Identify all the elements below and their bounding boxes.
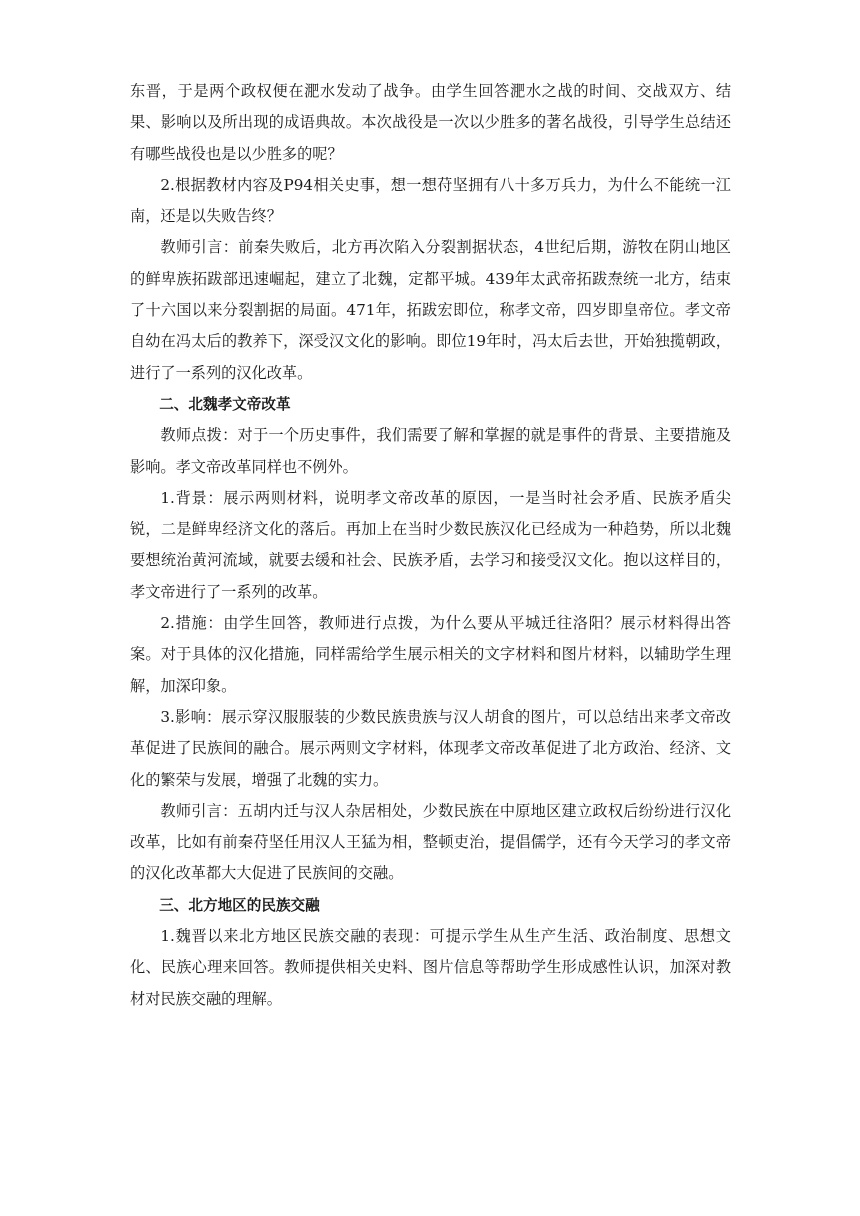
paragraph-measures: 2.措施：由学生回答，教师进行点拨，为什么要从平城迁往洛阳？展示材料得出答案。对于具体的汉化措施，同样需给学生展示相关的文字材料和图片材料，以辅助学生理解，加深印象。 [130, 614, 731, 695]
paragraph-influence: 3.影响：展示穿汉服服装的少数民族贵族与汉人胡食的图片，可以总结出来孝文帝改革促进了民族间的融合。展示两则文字材料，体现孝文帝改革促进了北方政治、经济、文化的繁荣与发展，增强了北魏的实力。 [130, 707, 731, 789]
section-heading-reform: 二、北魏孝文帝改革 [159, 395, 291, 413]
paragraph-teacher-guidance: 教师点拨：对于一个历史事件，我们需要了解和掌握的就是事件的背景、主要措施及影响。孝文帝改革同样也不例外。 [130, 426, 731, 476]
section-heading-ethnic-fusion: 三、北方地区的民族交融 [159, 896, 320, 914]
paragraph-teacher-intro-fusion: 教师引言：五胡内迁与汉人杂居相处，少数民族在中原地区建立政权后纷纷进行汉化改革，比如有前秦苻坚任用汉人王猛为相，整顿吏治，提倡儒学，还有今天学习的孝文帝的汉化改革都大大促进了民族间的交融。 [130, 801, 731, 883]
paragraph-fusion-manifestations: 1.魏晋以来北方地区民族交融的表现：可提示学生从生产生活、政治制度、思想文化、民族心理来回答。教师提供相关史料、图片信息等帮助学生形成感性认识，加深对教材对民族交融的理解。 [130, 927, 731, 1008]
paragraph-teacher-intro-northern-wei: 教师引言：前秦失败后，北方再次陷入分裂割据状态，4世纪后期，游牧在阴山地区的鲜卑族拓跋部迅速崛起，建立了北魏，定都平城。439年太武帝拓跋焘统一北方，结束了十六国以来分裂割据的局面。471年，拓跋宏即位，称孝文帝，四岁即皇帝位。孝文帝自幼在冯太后的教养下，深受汉文化的影响。即位19年时，冯太后去世，开始独揽朝政，进行了一系列的汉化改革。 [130, 238, 731, 382]
paragraph-background: 1.背景：展示两则材料，说明孝文帝改革的原因，一是当时社会矛盾、民族矛盾尖锐，二是鲜卑经济文化的落后。再加上在当时少数民族汉化已经成为一种趋势，所以北魏要想统治黄河流域，就要去缓和社会、民族矛盾，去学习和接受汉文化。抱以这样目的，孝文帝进行了一系列的改革。 [130, 488, 731, 601]
document-body [130, 76, 731, 1015]
paragraph-question-2: 2.根据教材内容及P94相关史事，想一想苻坚拥有八十多万兵力，为什么不能统一江南，还是以失败告终？ [130, 175, 731, 226]
paragraph-continuation: 东晋，于是两个政权便在淝水发动了战争。由学生回答淝水之战的时间、交战双方、结果、影响以及所出现的成语典故。本次战役是一次以少胜多的著名战役，引导学生总结还有哪些战役也是以少胜多的呢？ [130, 82, 731, 163]
